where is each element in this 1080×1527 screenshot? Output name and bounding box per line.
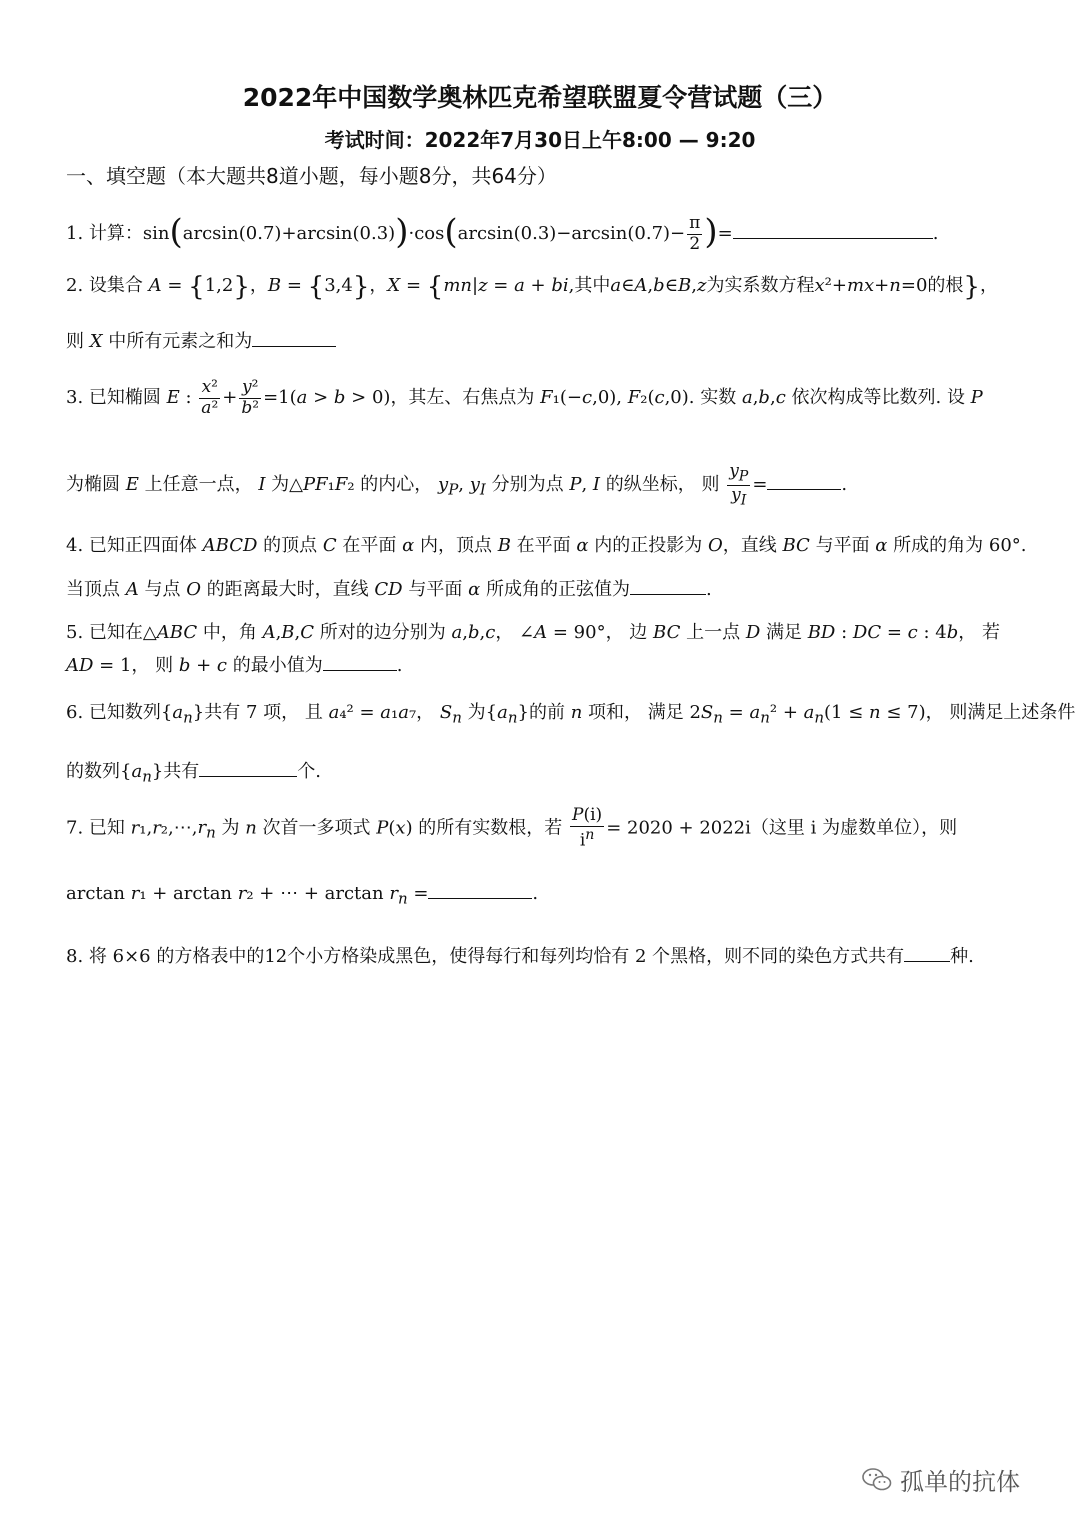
page-title: 2022年中国数学奥林匹克希望联盟夏令营试题（三） [242,83,838,112]
problem-2-line-2: 则 X 中所有元素之和为 [66,328,1026,353]
wechat-icon [862,1467,892,1493]
problem-8: 8. 将 6×6 的方格表中的12个小方格染成黑色，使得每行和每列均恰有 2 个黑格，则不同的染色方式共有 种. [66,943,1026,968]
problem-3-line-1: 3. 已知椭圆 E : $\frac{\text{x²}}{\text{a²}}$ + $\frac{\text{y²}}{\text{b²}}$ =1(a > b > 0)，其左、右焦点为 F₁(−c,0), F₂(c,0). 实数 a,b,c 依次构成等比数列. 设 P [66,377,983,418]
problem-4-line-2: 当顶点 A 与点 O 的距离最大时，直线 CD 与平面 α 所成角的正弦值为 . [66,576,1026,601]
problem-2-line-1: 2. 设集合 A = {1,2}，B = {3,4}，X = {mn|z = a + bi,其中a∈A,b∈B,z为实系数方程x²+mx+n=0的根}， [66,272,998,302]
problem-5-line-2: AD = 1， 则 b + c 的最小值为 . [66,652,1026,677]
exam-time: 考试时间：2022年7月30日上午8:00 — 9:20 [324,128,756,152]
problem-6-line-2: 的数列$\{a_n\}$共有 个. [66,758,1026,786]
problem-7-line-2: arctan r₁ + arctan r₂ + ⋯ + $\arctan r_n$ = . [66,880,1026,908]
watermark-text: 孤单的抗体 [900,1468,1020,1496]
watermark [862,1462,1020,1497]
problem-3-line-2: 为椭圆 E 上任意一点， I 为△PF₁F₂ 的内心， $y_P$, $y_I$ 分别为点 P, I 的纵坐标， 则 $\frac{y_P}{y_I}$ = . [66,461,848,509]
problem-1: 1. 计算：sin(arcsin(0.7)+arcsin(0.3))·cos(arcsin(0.3)−arcsin(0.7)− $\frac{\pi}{2}$ )= . [66,212,939,254]
problem-4-line-1: 4. 已知正四面体 ABCD 的顶点 C 在平面 α 内，顶点 B 在平面 α 内的正投影为 O，直线 BC 与平面 α 所成的角为 60°. [66,535,1027,556]
problem-7-line-1: 7. 已知 $r_1,r_2,\cdots,r_n$ 为 n 次首一多项式 P(x) 的所有实数根，若 $\frac{P(i)}{i^n}$ = 2020 + 2022i（这里 i 为虚数单位），则 [66,805,958,851]
problem-5-line-1: 5. 已知在△ABC 中，角 A,B,C 所对的边分别为 a,b,c， ∠A = 90°， 边 BC 上一点 D 满足 BD : DC = c : 4b， 若 [66,622,1000,643]
problem-6-line-1: 6. 已知数列$\{a_n\}$共有 7 项， 且 a₄² = a₁a₇， $S_n$ 为$\{a_n\}$的前 n 项和， 满足 $2S_n = a_n^2 + a_n(1 \le n \le 7)$， 则满足上述条件 [66,702,1076,727]
section-title: 一、填空题（本大题共8道小题，每小题8分，共64分） [66,164,557,188]
